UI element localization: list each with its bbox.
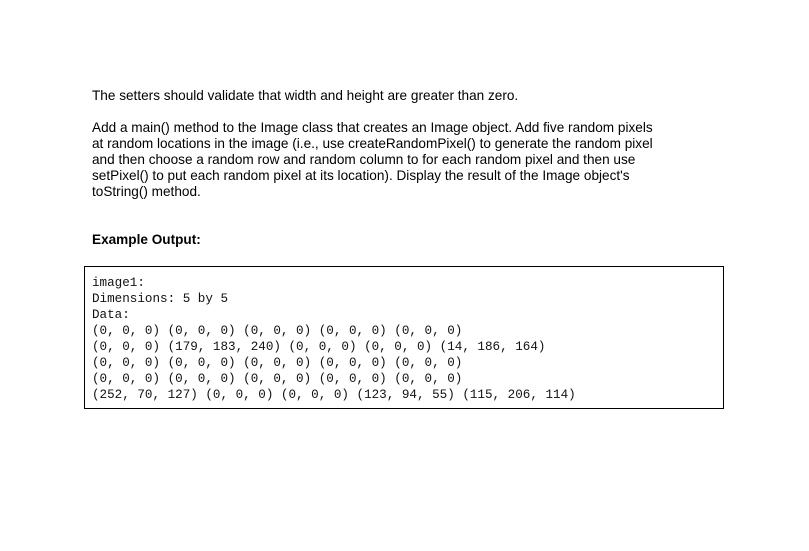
output-line: image1:: [92, 276, 145, 290]
output-line: (0, 0, 0) (179, 183, 240) (0, 0, 0) (0, 0, 0) (14, 186, 164): [92, 340, 546, 354]
output-line: (0, 0, 0) (0, 0, 0) (0, 0, 0) (0, 0, 0) (0, 0, 0): [92, 372, 463, 386]
instruction-line: and then choose a random row and random column to for each random pixel and then use: [92, 152, 636, 167]
example-output-box: [84, 266, 724, 409]
output-line: (0, 0, 0) (0, 0, 0) (0, 0, 0) (0, 0, 0) (0, 0, 0): [92, 324, 463, 338]
instruction-line: Add a main() method to the Image class that creates an Image object. Add five random pixels: [92, 120, 653, 135]
instruction-line: setPixel() to put each random pixel at its location). Display the result of the Image object's: [92, 168, 630, 183]
output-line: Dimensions: 5 by 5: [92, 292, 229, 306]
output-line: Data:: [92, 308, 130, 322]
main-method-instructions-paragraph: [92, 120, 732, 200]
output-line: (0, 0, 0) (0, 0, 0) (0, 0, 0) (0, 0, 0) (0, 0, 0): [92, 356, 463, 370]
instruction-line: at random locations in the image (i.e., use createRandomPixel() to generate the random pixel: [92, 136, 653, 151]
output-line: (252, 70, 127) (0, 0, 0) (0, 0, 0) (123, 94, 55) (115, 206, 114): [92, 388, 576, 402]
example-output-heading: Example Output:: [92, 232, 201, 247]
example-output-code: [92, 275, 576, 403]
setters-validation-paragraph: The setters should validate that width and height are greater than zero.: [92, 88, 519, 103]
instruction-line: toString() method.: [92, 184, 201, 199]
